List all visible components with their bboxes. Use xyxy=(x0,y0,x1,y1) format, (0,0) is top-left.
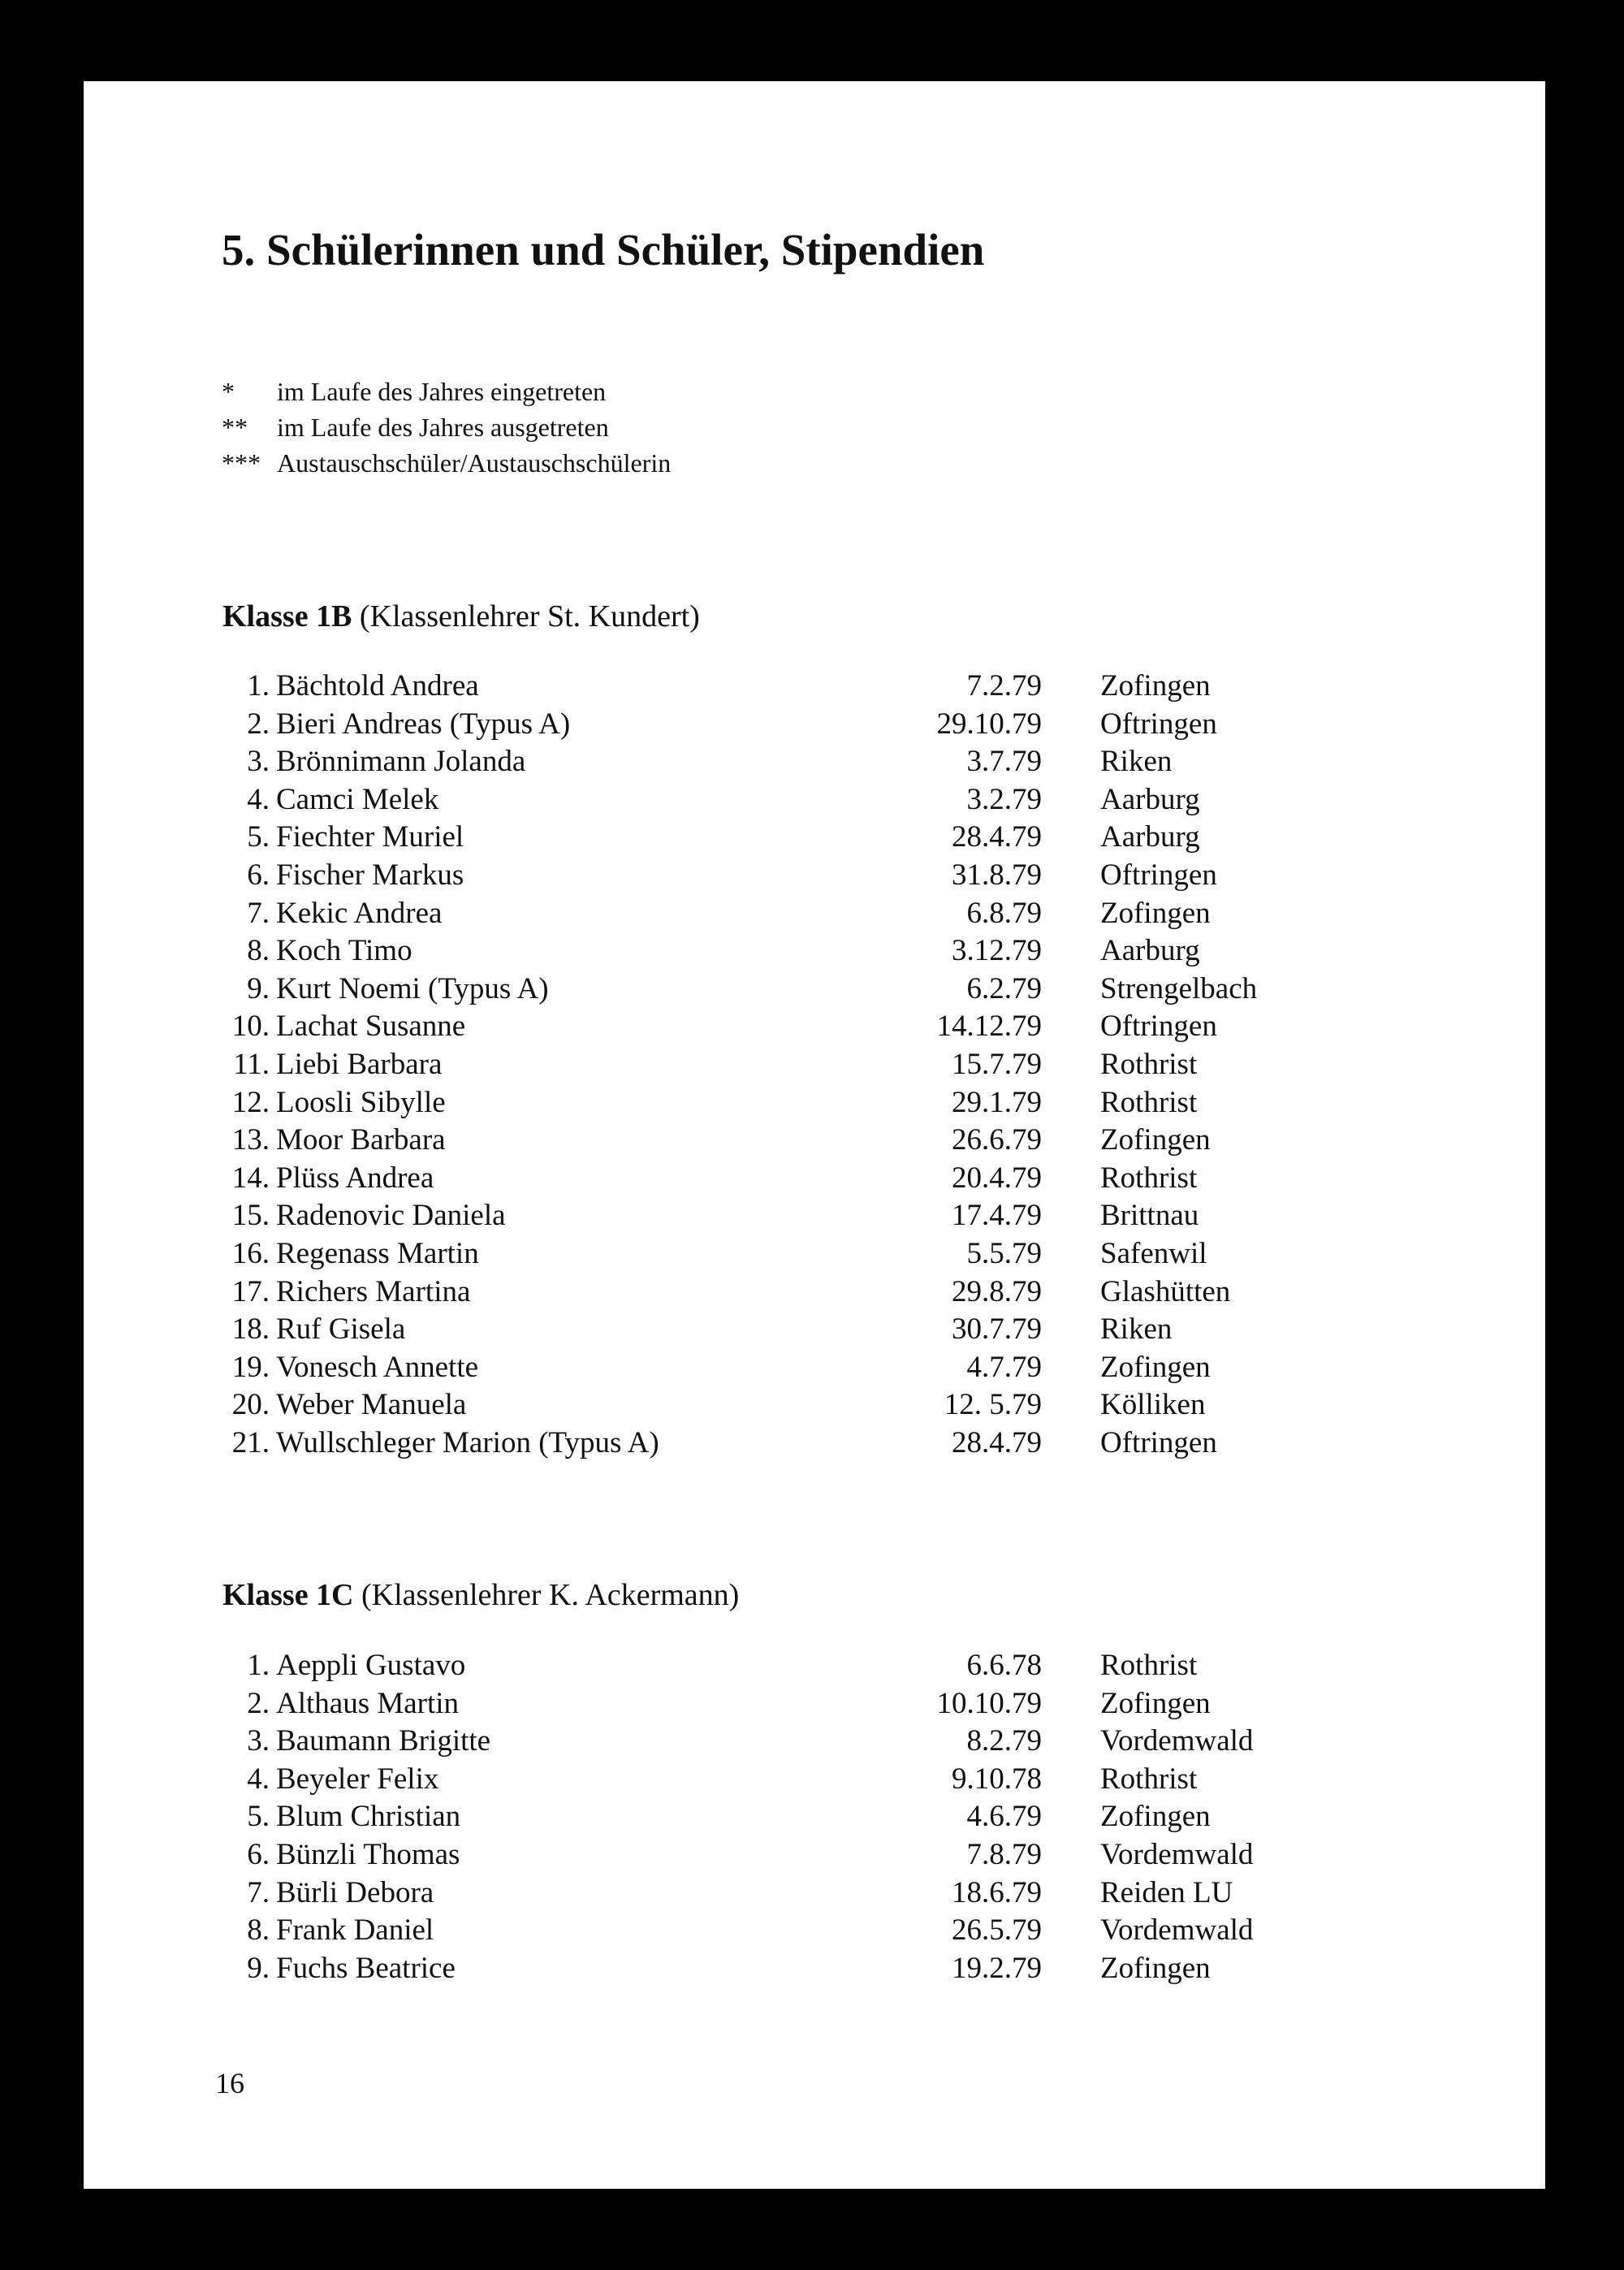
home-town: Oftringen xyxy=(1100,1010,1217,1044)
student-name: Aeppli Gustavo xyxy=(276,1649,466,1682)
student-name: Kekic Andrea xyxy=(276,896,443,930)
student-name: Fiechter Muriel xyxy=(276,820,464,854)
home-town: Vordemwald xyxy=(1100,1913,1254,1948)
student-number: 4. xyxy=(247,1762,270,1796)
birth-date: 4.7.79 xyxy=(966,1350,1042,1384)
student-row xyxy=(222,1798,1358,1836)
student-row xyxy=(222,1386,1358,1425)
student-name: Moor Barbara xyxy=(276,1123,446,1157)
home-town: Rothrist xyxy=(1100,1161,1198,1195)
student-name: Fuchs Beatrice xyxy=(276,1951,456,1985)
birth-date: 6.8.79 xyxy=(966,896,1042,930)
home-town: Glashütten xyxy=(1100,1274,1231,1308)
student-row xyxy=(222,1235,1358,1273)
student-name: Liebi Barbara xyxy=(276,1047,443,1081)
student-list-1b xyxy=(222,668,1358,1462)
student-row xyxy=(222,932,1358,971)
student-row xyxy=(222,1950,1358,1988)
student-name: Bürli Debora xyxy=(276,1875,434,1909)
student-name: Baumann Brigitte xyxy=(276,1724,491,1758)
page-title: 5. Schülerinnen und Schüler, Stipendien xyxy=(222,225,985,275)
home-town: Riken xyxy=(1100,1312,1173,1347)
home-town: Rothrist xyxy=(1100,1762,1198,1796)
student-number: 5. xyxy=(247,1800,270,1834)
student-name: Loosli Sibylle xyxy=(276,1085,446,1119)
legend-item xyxy=(222,374,671,409)
birth-date: 26.6.79 xyxy=(952,1123,1042,1157)
student-number: 7. xyxy=(247,1875,270,1909)
birth-date: 10.10.79 xyxy=(936,1686,1042,1720)
legend-text: im Laufe des Jahres eingetreten xyxy=(277,377,607,406)
student-number: 3. xyxy=(247,745,270,779)
birth-date: 9.10.78 xyxy=(952,1762,1042,1796)
home-town: Vordemwald xyxy=(1100,1837,1254,1871)
birth-date: 3.7.79 xyxy=(966,745,1042,779)
home-town: Oftringen xyxy=(1100,707,1217,741)
home-town: Safenwil xyxy=(1100,1236,1207,1270)
birth-date: 8.2.79 xyxy=(966,1724,1042,1758)
student-row xyxy=(222,1311,1358,1349)
home-town: Kölliken xyxy=(1100,1388,1206,1422)
student-number: 9. xyxy=(247,1951,270,1985)
birth-date: 3.2.79 xyxy=(966,782,1042,816)
home-town: Zofingen xyxy=(1100,1951,1211,1985)
student-number: 6. xyxy=(247,858,270,892)
student-number: 4. xyxy=(247,782,270,816)
student-row xyxy=(222,781,1358,819)
student-name: Bünzli Thomas xyxy=(276,1837,460,1871)
student-row xyxy=(222,1273,1358,1312)
legend-mark: * xyxy=(222,377,235,406)
student-row xyxy=(222,1160,1358,1198)
home-town: Zofingen xyxy=(1100,1800,1211,1834)
student-name: Ruf Gisela xyxy=(276,1312,406,1347)
birth-date: 29.1.79 xyxy=(952,1085,1042,1119)
student-name: Bächtold Andrea xyxy=(276,669,479,703)
legend-item xyxy=(222,445,671,481)
birth-date: 15.7.79 xyxy=(952,1047,1042,1081)
student-number: 5. xyxy=(247,820,270,854)
student-name: Plüss Andrea xyxy=(276,1161,434,1195)
birth-date: 30.7.79 xyxy=(952,1312,1042,1347)
page-number: 16 xyxy=(215,2067,244,2099)
student-row xyxy=(222,857,1358,895)
student-row xyxy=(222,1761,1358,1799)
birth-date: 26.5.79 xyxy=(952,1913,1042,1948)
student-number: 11. xyxy=(233,1047,270,1081)
student-row xyxy=(222,1084,1358,1122)
class-name: Klasse 1B xyxy=(222,599,352,633)
student-row xyxy=(222,1723,1358,1761)
birth-date: 20.4.79 xyxy=(952,1161,1042,1195)
legend-item xyxy=(222,409,671,445)
student-number: 1. xyxy=(247,1649,270,1682)
student-number: 2. xyxy=(247,707,270,741)
home-town: Reiden LU xyxy=(1100,1875,1233,1909)
student-name: Bieri Andreas (Typus A) xyxy=(276,707,571,741)
student-row xyxy=(222,1836,1358,1874)
birth-date: 28.4.79 xyxy=(952,820,1042,854)
student-row xyxy=(222,668,1358,706)
class-heading-1c xyxy=(222,1580,739,1611)
student-row xyxy=(222,971,1358,1009)
student-number: 20. xyxy=(231,1388,270,1422)
student-number: 19. xyxy=(231,1350,270,1384)
student-row xyxy=(222,706,1358,744)
home-town: Aarburg xyxy=(1100,782,1200,816)
student-number: 18. xyxy=(231,1312,270,1347)
class-name: Klasse 1C xyxy=(222,1578,354,1612)
home-town: Riken xyxy=(1100,745,1173,779)
student-name: Kurt Noemi (Typus A) xyxy=(276,971,549,1005)
student-name: Fischer Markus xyxy=(276,858,464,892)
student-number: 8. xyxy=(247,1913,270,1948)
birth-date: 12. 5.79 xyxy=(944,1388,1042,1422)
student-row xyxy=(222,1685,1358,1723)
student-name: Regenass Martin xyxy=(276,1236,479,1270)
birth-date: 17.4.79 xyxy=(952,1199,1042,1233)
birth-date: 28.4.79 xyxy=(952,1425,1042,1459)
legend-text: im Laufe des Jahres ausgetreten xyxy=(277,413,609,442)
student-name: Radenovic Daniela xyxy=(276,1199,506,1233)
birth-date: 31.8.79 xyxy=(952,858,1042,892)
birth-date: 6.6.78 xyxy=(966,1649,1042,1682)
student-name: Beyeler Felix xyxy=(276,1762,439,1796)
student-number: 7. xyxy=(247,896,270,930)
birth-date: 4.6.79 xyxy=(966,1800,1042,1834)
student-name: Vonesch Annette xyxy=(276,1350,479,1384)
student-name: Camci Melek xyxy=(276,782,439,816)
home-town: Zofingen xyxy=(1100,669,1211,703)
home-town: Rothrist xyxy=(1100,1047,1198,1081)
home-town: Strengelbach xyxy=(1100,971,1258,1005)
student-row xyxy=(222,1197,1358,1235)
student-row xyxy=(222,743,1358,781)
student-number: 12. xyxy=(231,1085,270,1119)
home-town: Brittnau xyxy=(1100,1199,1199,1233)
student-number: 2. xyxy=(247,1686,270,1720)
student-number: 10. xyxy=(231,1010,270,1044)
student-number: 17. xyxy=(231,1274,270,1308)
class-teacher: (Klassenlehrer K. Ackermann) xyxy=(361,1578,740,1612)
student-number: 6. xyxy=(247,1837,270,1871)
student-name: Weber Manuela xyxy=(276,1388,467,1422)
student-number: 3. xyxy=(247,1724,270,1758)
home-town: Aarburg xyxy=(1100,934,1200,968)
student-row xyxy=(222,1912,1358,1950)
student-name: Brönnimann Jolanda xyxy=(276,745,526,779)
student-row xyxy=(222,1874,1358,1913)
student-name: Wullschleger Marion (Typus A) xyxy=(276,1425,659,1459)
student-number: 13. xyxy=(231,1123,270,1157)
home-town: Rothrist xyxy=(1100,1085,1198,1119)
home-town: Zofingen xyxy=(1100,1686,1211,1720)
student-row xyxy=(222,1046,1358,1084)
student-number: 21. xyxy=(231,1425,270,1459)
student-number: 8. xyxy=(247,934,270,968)
student-name: Blum Christian xyxy=(276,1800,461,1834)
home-town: Zofingen xyxy=(1100,1123,1211,1157)
birth-date: 3.12.79 xyxy=(952,934,1042,968)
student-number: 1. xyxy=(247,669,270,703)
student-name: Althaus Martin xyxy=(276,1686,460,1720)
home-town: Rothrist xyxy=(1100,1649,1198,1682)
home-town: Zofingen xyxy=(1100,1350,1211,1384)
student-number: 9. xyxy=(247,971,270,1005)
legend-mark: *** xyxy=(222,448,261,478)
student-number: 16. xyxy=(231,1236,270,1270)
birth-date: 6.2.79 xyxy=(966,971,1042,1005)
birth-date: 14.12.79 xyxy=(936,1010,1042,1044)
class-heading-1b xyxy=(222,601,700,632)
class-teacher: (Klassenlehrer St. Kundert) xyxy=(359,599,700,633)
home-town: Aarburg xyxy=(1100,820,1200,854)
birth-date: 18.6.79 xyxy=(952,1875,1042,1909)
student-row xyxy=(222,1349,1358,1387)
home-town: Oftringen xyxy=(1100,1425,1217,1459)
student-row xyxy=(222,1647,1358,1685)
home-town: Zofingen xyxy=(1100,896,1211,930)
student-list-1c xyxy=(222,1647,1358,1987)
student-name: Frank Daniel xyxy=(276,1913,434,1948)
student-row xyxy=(222,895,1358,933)
legend-mark: ** xyxy=(222,413,248,442)
student-number: 14. xyxy=(231,1161,270,1195)
birth-date: 29.10.79 xyxy=(936,707,1042,741)
birth-date: 19.2.79 xyxy=(952,1951,1042,1985)
legend xyxy=(222,374,671,481)
birth-date: 7.2.79 xyxy=(966,669,1042,703)
home-town: Vordemwald xyxy=(1100,1724,1254,1758)
birth-date: 29.8.79 xyxy=(952,1274,1042,1308)
student-name: Richers Martina xyxy=(276,1274,471,1308)
legend-text: Austauschschüler/Austauschschülerin xyxy=(277,448,672,478)
birth-date: 7.8.79 xyxy=(966,1837,1042,1871)
student-row xyxy=(222,1122,1358,1160)
student-name: Lachat Susanne xyxy=(276,1010,466,1044)
student-row xyxy=(222,1008,1358,1046)
student-row xyxy=(222,819,1358,857)
student-number: 15. xyxy=(231,1199,270,1233)
student-row xyxy=(222,1425,1358,1463)
student-name: Koch Timo xyxy=(276,934,412,968)
birth-date: 5.5.79 xyxy=(966,1236,1042,1270)
home-town: Oftringen xyxy=(1100,858,1217,892)
document-page xyxy=(84,81,1545,2189)
